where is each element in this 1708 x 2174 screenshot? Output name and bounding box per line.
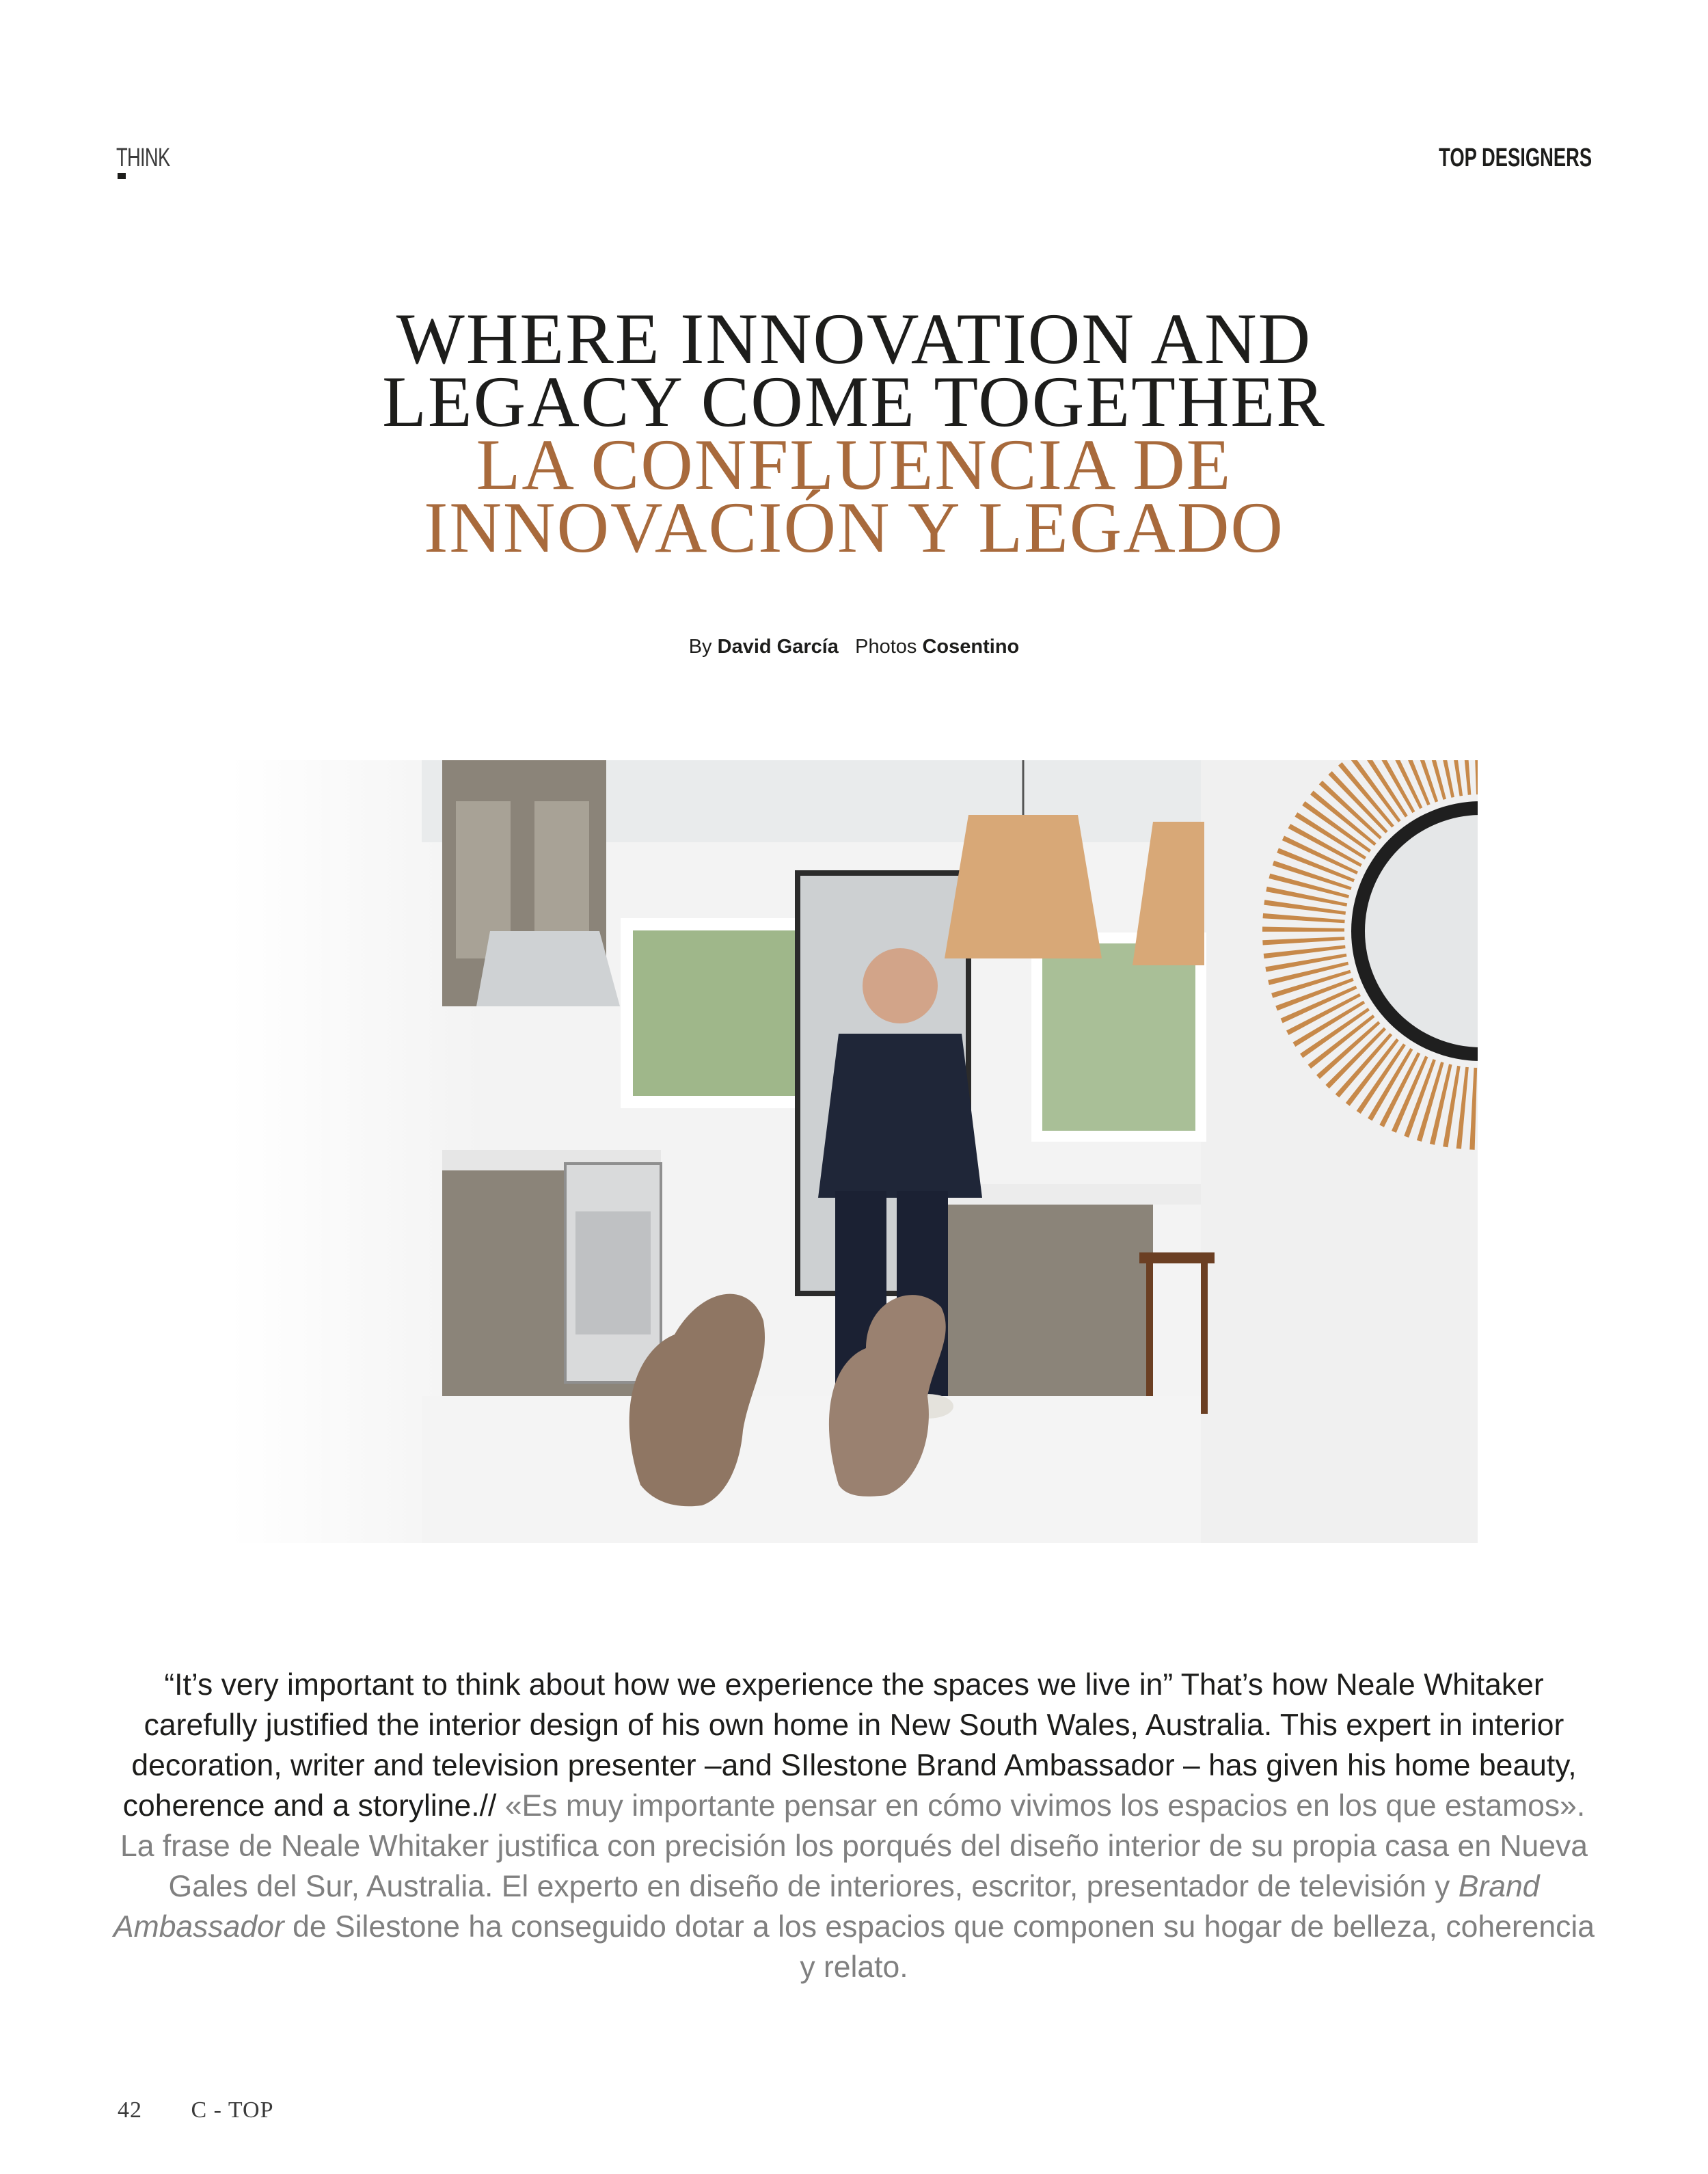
intro-english: “It’s very important to think about how we experience the spaces we live in” That’s how Neale Whitaker carefully justified the interior design of his own home in New South Wales, Australia. This expert in interior decoration, writer and television presenter –and SIlestone Brand Ambassador – has given his home beauty, coherence and a storyline.//: [122, 1668, 1577, 1823]
headline-english-line-1: WHERE INNOVATION AND: [396, 299, 1312, 379]
headline-spanish-line-2: INNOVACIÓN Y LEGADO: [424, 487, 1284, 567]
intro-spanish-part-1: «Es muy importante pensar en cómo vivimos los espacios en los que estamos». La frase de Neale Whitaker justifica con precisión los porqués del diseño interior de su propia casa en Nueva Gales del Sur, Australia. El experto en diseño de interiores, escritor, presentador de televisión y: [120, 1789, 1588, 1903]
intro-spanish-part-2: de Silestone ha conseguido dotar a los espacios que componen su hogar de belleza, coherencia y relato.: [284, 1910, 1595, 1984]
page-number: 42: [118, 2097, 142, 2123]
category-label: TOP DESIGNERS: [1438, 144, 1592, 172]
byline-photographer: Cosentino: [922, 636, 1020, 658]
headline-english-line-2: LEGACY COME TOGETHER: [382, 362, 1326, 442]
intro-spanish-emphasis: Brand Ambassador: [113, 1870, 1540, 1944]
headline: [0, 299, 1708, 567]
page-footer: [118, 2097, 274, 2123]
kitchen-portrait-illustration: [230, 760, 1478, 1543]
magazine-name: C - TOP: [191, 2097, 274, 2123]
byline: [0, 636, 1708, 658]
headline-spanish-line-1: LA CONFLUENCIA DE: [476, 425, 1232, 505]
section-label: THINK: [116, 144, 170, 172]
byline-by-label: By: [688, 636, 712, 658]
intro-paragraph: [109, 1665, 1599, 1987]
section-marker: [118, 173, 126, 179]
byline-author: David García: [717, 636, 839, 658]
byline-photos-label: Photos: [855, 636, 917, 658]
feature-photo: [230, 760, 1478, 1543]
